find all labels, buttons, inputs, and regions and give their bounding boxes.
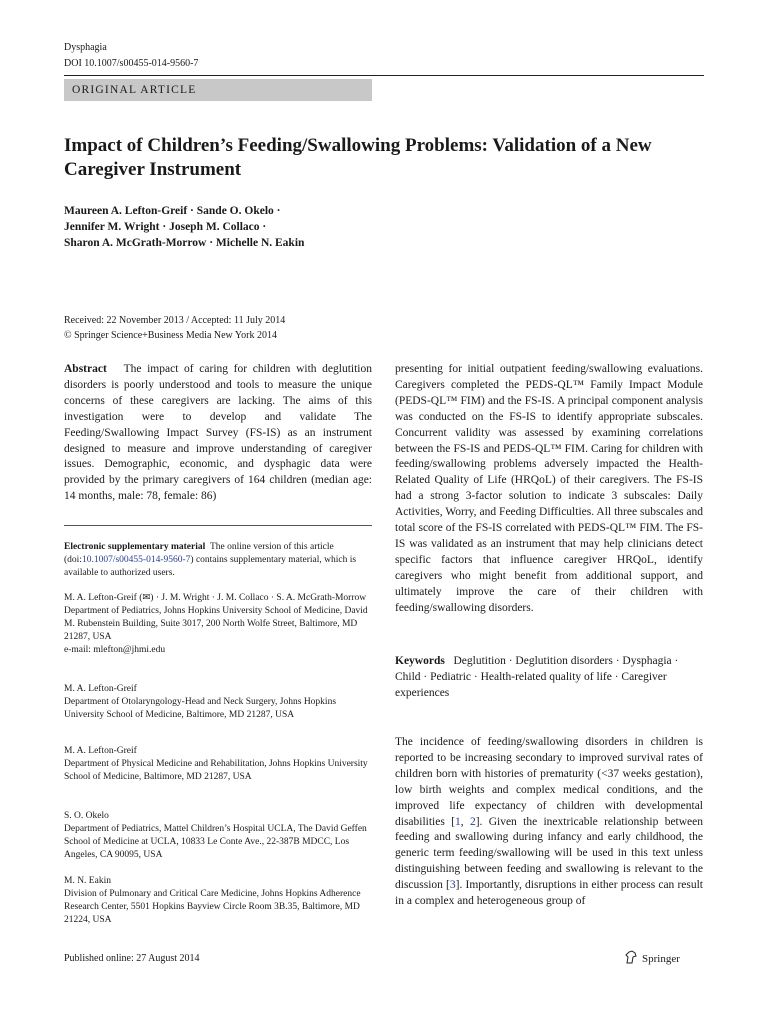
footnote-rule: [64, 525, 372, 526]
author-line: Jennifer M. Wright · Joseph M. Collaco ·: [64, 221, 267, 233]
affiliation-address: Department of Pediatrics, Mattel Children’s Hospital UCLA, The David Geffen School of Medicine at UCLA, 10833 Le Conte Ave., 22-387B MDCC, Los Angeles, CA 90095, USA: [64, 824, 367, 860]
abstract-label: Abstract: [64, 363, 107, 375]
affiliation-address: Department of Pediatrics, Johns Hopkins University School of Medicine, David M. Rubenstein Building, Suite 3017, 200 North Wolfe Street, Baltimore, MD 21287, USA: [64, 606, 368, 642]
publication-dates: [64, 313, 285, 343]
keywords-label: Keywords: [395, 655, 445, 667]
intro-text: The incidence of feeding/swallowing disorders in children is reported to be increasing secondary to improved survival rates of children born with histories of prematurity (<37 weeks gestation), low birth weights and complex medical conditions, and the improved life expectancy of children with developmental disabilities [: [395, 736, 703, 828]
affiliation-block: [64, 592, 372, 657]
intro-text: ]. Given the inextricable relationship between feeding and swallowing during infancy and early childhood, the generic term feeding/swallowing will be used in this text unless distinguishing between feeding and swallowing is relevant to the discussion [: [395, 815, 704, 892]
author-list: [64, 203, 384, 251]
supplementary-doi-link[interactable]: 10.1007/s00455-014-9560-7: [81, 555, 191, 565]
citation-separator: ,: [460, 815, 470, 828]
supplementary-note: [64, 541, 372, 580]
keywords-text: Deglutition · Deglutition disorders · Dysphagia · Child · Pediatric · Health-related quality of life · Caregiver experiences: [395, 655, 679, 699]
supplementary-text-after: ) contains supplementary material, which is available to authorized users.: [64, 555, 357, 578]
paper-title: Impact of Children’s Feeding/Swallowing Problems: Validation of a New Caregiver Instrument: [64, 135, 652, 180]
affiliation-block: [64, 810, 372, 862]
citation-link[interactable]: 2: [469, 815, 476, 828]
author-line: Maureen A. Lefton-Greif · Sande O. Okelo ·: [64, 205, 281, 217]
publisher-logo: [624, 950, 680, 967]
author-line: Sharon A. McGrath-Morrow · Michelle N. Eakin: [64, 237, 305, 249]
affiliation-block: [64, 683, 372, 722]
abstract-text-left: The impact of caring for children with deglutition disorders is poorly understood and tools to measure the unique concerns of these caregivers are lacking. The aims of this investigation were to develop and validate The Feeding/Swallowing Impact Survey (FS-IS) as an instrument designed to measure and improve understanding of caregiver issues. Demographic, economic, and dysphagic data were provided by the primary caregivers of 164 children (median age: 14 months, male: 78, female: 86): [64, 363, 372, 503]
affiliation-names: S. O. Okelo: [64, 811, 109, 821]
journal-header: [64, 40, 198, 72]
intro-text: ]. Importantly, disruptions in either process can result in a complex and heterogeneous group of: [395, 879, 703, 908]
keywords: [395, 653, 703, 701]
publisher-name: Springer: [642, 952, 680, 965]
affiliation-address: Department of Otolaryngology-Head and Neck Surgery, Johns Hopkins University School of Medicine, Baltimore, MD 21287, USA: [64, 697, 337, 720]
affiliation-names: M. A. Lefton-Greif: [64, 746, 137, 756]
header-rule: [64, 75, 704, 76]
published-online: Published online: 27 August 2014: [64, 953, 200, 964]
supplementary-label: Electronic supplementary material: [64, 542, 206, 552]
citation-link[interactable]: 1: [454, 815, 461, 828]
doi-text: DOI 10.1007/s00455-014-9560-7: [64, 58, 199, 69]
abstract-text-right: presenting for initial outpatient feeding/swallowing evaluations. Caregivers completed the PEDS-QL™ Family Impact Module (PEDS-QL™ FIM) and the FS-IS. A principal component analysis was conducted on the FS-IS to identify appropriate subscales. Concurrent validity was assessed by examining correlations between the FS-IS and PEDS-QL™ FIM. Caring for children with feeding/swallowing problems adversely impacted the Health-Related Quality of Life (HRQoL) of their caregivers. The FS-IS had a strong 3-factor solution to indicate 3 subscales: Daily Activities, Worry, and Feeding Difficulties. All three subscales and total score of the FS-IS correlated with PEDS-QL™ FIM. The FS-IS was validated as an instrument that may help clinicians detect specific factors that influence caregiver HRQoL, identify caregivers who might benefit from additional support, and ultimately improve the care of their children with feeding/swallowing disorders.: [395, 363, 703, 614]
affiliation-email: e-mail: mlefton@jhmi.edu: [64, 645, 166, 655]
citation-link[interactable]: 3: [449, 879, 456, 892]
affiliation-block: [64, 745, 372, 784]
affiliation-address: Department of Physical Medicine and Rehabilitation, Johns Hopkins University School of Medicine, Baltimore, MD 21287, USA: [64, 759, 368, 782]
affiliation-block: [64, 875, 372, 927]
abstract-left: [64, 362, 372, 505]
introduction: [395, 735, 703, 910]
affiliation-names: M. N. Eakin: [64, 876, 111, 886]
abstract-right: [395, 362, 703, 617]
article-type-label: ORIGINAL ARTICLE: [72, 84, 197, 96]
affiliation-names: M. A. Lefton-Greif (✉) · J. M. Wright · J. M. Collaco · S. A. McGrath-Morrow: [64, 593, 367, 603]
affiliation-names: M. A. Lefton-Greif: [64, 684, 137, 694]
journal-name: Dysphagia: [64, 42, 107, 53]
affiliation-address: Division of Pulmonary and Critical Care Medicine, Johns Hopkins Adherence Research Center, 5501 Hopkins Bayview Circle Room 3B.35, Baltimore, MD 21224, USA: [64, 889, 361, 925]
springer-horse-icon: [624, 950, 638, 967]
copyright-line: © Springer Science+Business Media New York 2014: [64, 330, 277, 341]
received-accepted: Received: 22 November 2013 / Accepted: 11 July 2014: [64, 315, 286, 326]
supplementary-text-before: The online version of this article (doi:: [64, 542, 334, 565]
